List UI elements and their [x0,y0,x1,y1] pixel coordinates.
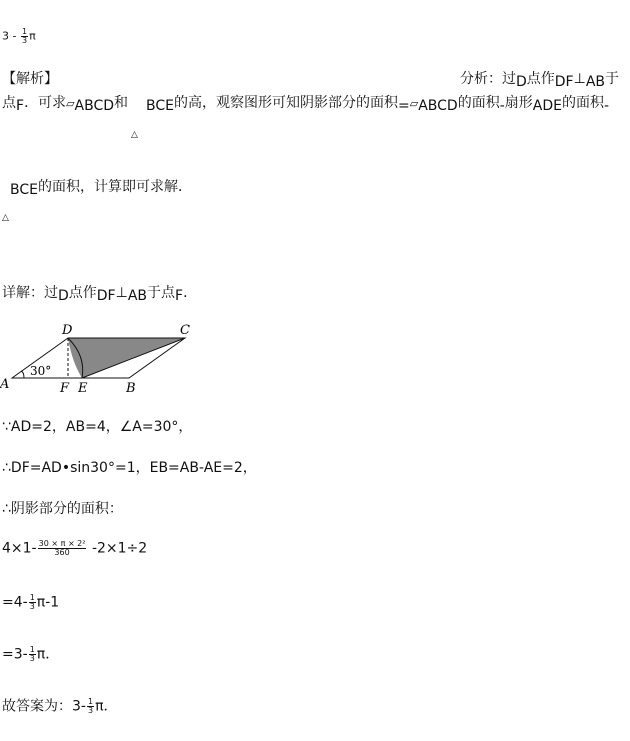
analysis-F: F [16,98,25,114]
angle-arc-A [21,371,24,378]
analysis-minus: - [499,98,505,114]
analysis-ABCD: ABCD [74,98,115,114]
analysis-minus2: - [603,98,610,114]
answer-num: 1 [87,697,94,706]
angle-label: 30° [30,364,52,378]
detail-perp: ⊥ [115,285,128,301]
detail-end: 于点 [147,285,176,301]
eq1-suffix: π-1 [36,594,60,611]
parallelogram-symbol: ▱ [66,97,75,110]
eq2-suffix: π． [36,646,60,663]
label-A: A [0,377,10,392]
top-answer-num: 1 [21,27,28,36]
eq2-prefix: =3- [2,646,28,663]
eq1-fraction [29,594,36,611]
top-answer-fraction [21,28,28,45]
eq2-fraction [29,646,36,663]
step-given: ∵AD=2，AB=4，∠A=30°， [2,419,193,435]
answer-fraction [87,698,94,715]
analysis-line2 [2,95,610,114]
analysis-he: 和 [114,95,129,111]
triangle-symbol-2: △ [2,213,9,223]
label-F: F [60,381,70,394]
analysis-mid1: 点作 [526,71,555,87]
answer-den: 3 [87,706,94,715]
analysis-D: D [516,74,527,90]
label-B: B [126,381,136,394]
top-answer-suffix: π [29,29,36,43]
detail-dot: ． [183,285,198,301]
top-answer [2,28,36,45]
detail-F: F [175,288,184,304]
analysis-perp: ⊥ [573,71,586,87]
label-D: D [62,323,73,338]
top-answer-prefix: 3 - [2,29,20,43]
parallelogram-symbol-2: ▱ [409,97,419,110]
expr-den: 360 [54,548,70,557]
step-derive: ∴DF=AD•sin30°=1，EB=AB-AE=2， [2,460,257,476]
analysis-fanshape: 扇形 [504,95,533,111]
detail-line [2,285,198,304]
expr-num: 30 × π × 2² [38,539,86,548]
top-answer-den: 3 [21,36,28,45]
shaded-region [68,338,185,378]
analysis-line2-a: ．可求 [24,95,67,111]
analysis-line1 [460,71,620,90]
expr-prefix: 4×1- [2,540,37,557]
analysis-line2-start: 点 [2,95,16,111]
eq2-den: 3 [29,654,35,663]
answer-prefix: 故答案为：3- [2,698,86,715]
analysis-heading: 【解析】 [2,71,58,87]
analysis-line2-d: 的面积 [561,95,604,111]
detail-mid: 点作 [68,285,97,301]
parallelogram-figure [0,322,210,394]
detail-D: D [58,288,69,304]
analysis-BCE: BCE [146,98,175,114]
analysis-line3 [10,179,192,198]
expr-fraction [38,540,87,557]
eq1-num: 1 [29,593,35,602]
eq1-den: 3 [29,602,35,611]
analysis-ADE: ADE [532,98,562,114]
eq2-num: 1 [29,645,35,654]
step-area-title: ∴阴影部分的面积： [2,501,123,517]
eq1-prefix: =4- [2,594,28,611]
label-E: E [78,381,88,394]
analysis-eq: = [398,98,410,114]
analysis-line3-BCE: BCE [10,182,38,198]
analysis-line3-text: 的面积，计算即可求解． [37,179,192,195]
detail-start: 详解：过 [2,285,58,301]
detail-AB: AB [127,288,148,304]
triangle-symbol: △ [131,130,138,140]
step-eq1 [2,594,59,611]
answer-suffix: π． [95,698,118,715]
analysis-line2-c: 的面积 [457,95,500,111]
analysis-DF: DF [554,74,574,90]
detail-DF: DF [96,288,116,304]
step-eq2 [2,646,59,663]
expr-suffix: -2×1÷2 [91,540,148,557]
analysis-start: 分析：过 [460,71,516,87]
step-answer [2,698,118,715]
analysis-line2-b: 的高，观察图形可知阴影部分的面积 [174,95,399,111]
label-C: C [180,323,190,338]
step-expression [2,540,147,557]
analysis-AB: AB [585,74,606,90]
analysis-ABCD2: ABCD [418,98,458,114]
analysis-yu: 于 [605,71,620,87]
